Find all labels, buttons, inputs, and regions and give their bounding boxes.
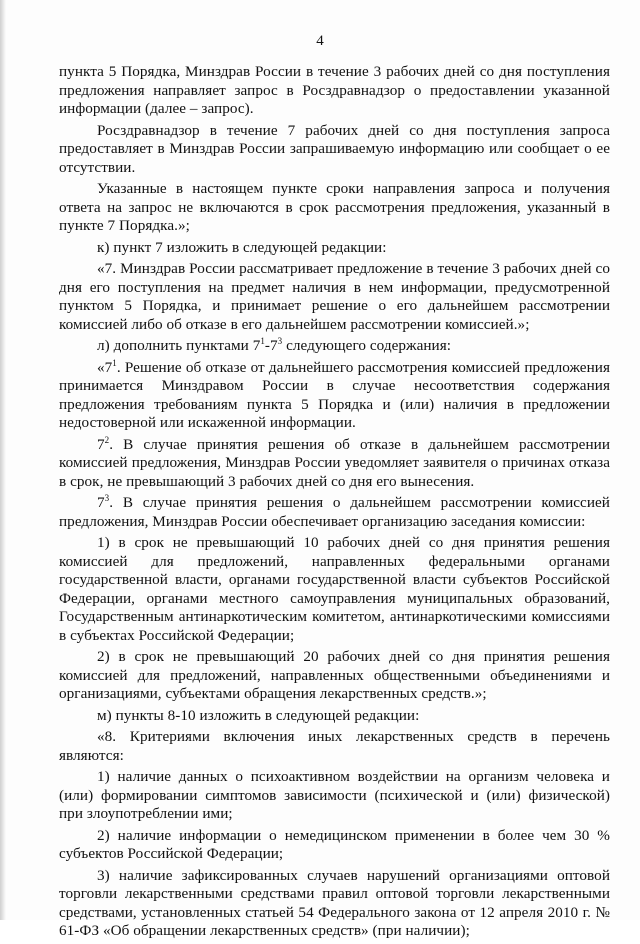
point-7-1-text-a: «7: [97, 358, 113, 376]
point-7-3-text-a: 7: [97, 494, 105, 511]
paragraph-item-m: м) пункты 8-10 изложить в следующей редакции:: [97, 706, 420, 724]
paragraph-deadlines: Указанные в настоящем пункте сроки направления запроса и получения ответа на запрос не включаются в срок рассмотрения предложения, указанный в пункте 7 Порядка.»;: [59, 180, 610, 234]
paragraph-point-7-1: [59, 359, 610, 433]
paragraph-point-7: «7. Минздрав России рассматривает предложение в течение 3 рабочих дней со дня его поступления на предмет наличия в нем информации, предусмотренной пунктом 5 Порядка, и принимает решение о его дальнейшем рассмотрении комиссией либо об отказе в его дальнейшем рассмотрении комиссией.»;: [59, 260, 610, 333]
item-l-text-b: -7: [264, 337, 278, 354]
paragraph-criterion-3: 3) наличие зафиксированных случаев нарушений организациями оптовой торговли лекарственными средствами правил оптовой торговли лекарственными средствами, установленных статьей 54 Федерального закона от 12 апреля 2010 г. № 61-ФЗ «Об обращении лекарственных средств» (при наличии);: [59, 866, 610, 939]
paragraph-roszdravnadzor: Росздравнадзор в течение 7 рабочих дней со дня поступления запроса предоставляет в Минздрав России запрашиваемую информацию или сообщает о ее отсутствии.: [59, 121, 610, 176]
scan-edge-shadow: [0, 0, 6, 920]
paragraph-criterion-1: 1) наличие данных о психоактивном воздействии на организм человека и (или) формировании симптомов зависимости (психической и (или) физической) при злоупотреблении ими;: [59, 768, 610, 822]
paragraph-point-8: «8. Критериями включения иных лекарственных средств в перечень являются:: [59, 728, 610, 764]
paragraph-subitem-2: 2) в срок не превышающий 20 рабочих дней со дня принятия решения комиссией для предложений, направленных общественными объединениями и организациями, субъектами обращения лекарственных средств.»;: [59, 648, 610, 702]
point-7-1-sup: 1: [112, 357, 117, 368]
paragraph-point-7-3: [59, 494, 610, 531]
document-body: [59, 63, 610, 944]
paragraph-subitem-1: 1) в срок не превышающий 10 рабочих дней со дня принятия решения комиссией для предложений, направленных федеральными органами государственной власти, органами государственной власти субъектов Российской Федерации, органами местного самоуправления муниципальных образований, Государственным антинаркотическим комитетом, антинаркотическими комиссиями в субъектах Российской Федерации;: [59, 534, 610, 644]
item-l-sup-1: 1: [260, 336, 265, 346]
point-7-3-text-b: . В случае принятия решения о дальнейшем рассмотрении комиссией предложения, Минздрав России обеспечивает организацию заседания комиссии:: [59, 494, 610, 530]
paragraph-item-k: к) пункт 7 изложить в следующей редакции:: [97, 238, 387, 256]
point-7-3-sup: 3: [104, 493, 110, 503]
point-7-2-text-a: 7: [97, 435, 105, 453]
paragraph-criterion-2: 2) наличие информации о немедицинском применении в более чем 30 % субъектов Российской Федерации;: [59, 826, 610, 862]
paragraph-point-7-2: [59, 436, 610, 492]
item-l-text-a: л) дополнить пунктами 7: [97, 337, 261, 354]
point-7-1-text-b: . Решение об отказе от дальнейшего рассмотрения комиссией предложения принимается Минздравом России в случае несоответствия содержания предложения требованиям пункта 5 Порядка и (или) наличия в предложении недостоверной или искаженной информации.: [59, 358, 610, 431]
paragraph-item-l: [59, 337, 610, 356]
point-7-2-text-b: . В случае принятия решения об отказе в дальнейшем рассмотрении комиссией предложения, Минздрав России уведомляет заявителя о причинах отказа в срок, не превышающий 3 рабочих дней со дня его вынесения.: [59, 435, 610, 490]
paragraph-continuation: пункта 5 Порядка, Минздрав России в течение 3 рабочих дней со дня поступления предложения направляет запрос в Росздравнадзор о предоставлении указанной информации (далее – запрос).: [59, 63, 610, 117]
item-l-text-c: следующего содержания:: [282, 337, 452, 354]
item-l-sup-3: 3: [277, 336, 283, 346]
point-7-2-sup: 2: [104, 434, 110, 445]
page-number: 4: [316, 33, 324, 49]
